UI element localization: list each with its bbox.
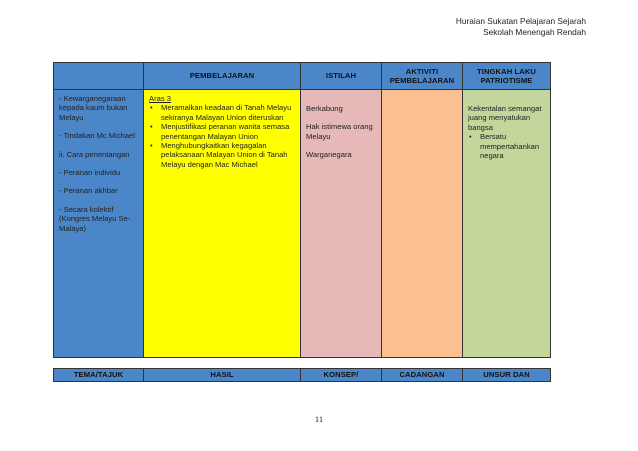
table-row [54, 90, 551, 358]
syllabus-table [53, 62, 551, 358]
patriotism-list [468, 132, 546, 160]
learning-point: • Meramalkan keadaan di Tanah Melayu sekiranya Malayan Union diteruskan [149, 103, 296, 122]
header-cell-topic [54, 63, 144, 90]
topic-list [54, 90, 143, 233]
header-cell-suggestion: CADANGAN [382, 369, 463, 382]
header-cell-learning: PEMBELAJARAN [144, 63, 301, 90]
topic-item: ii. Cara penentangan [59, 149, 130, 159]
header-subtitle: Sekolah Menengah Rendah [483, 27, 586, 37]
terms-list [301, 90, 381, 160]
next-table-header [53, 368, 551, 382]
term-item: Hak istimewa orang Melayu [306, 122, 373, 141]
topic-item: - Secara kolektif (Kongres Melayu Se-Malaya) [59, 204, 131, 233]
topic-item: - Tindakan Mc Michael [59, 131, 135, 141]
learning-point: • Menghubungkaitkan kegagalan pelaksanaan Malayan Union di Tanah Melayu dengan Mac Michael [149, 141, 296, 169]
header-cell-patriotism: TINGKAH LAKU PATRIOTISME [463, 63, 551, 90]
learning-point: • Menjustifikasi peranan wanita semasa penentangan Malayan Union [149, 122, 296, 141]
page-number: 11 [314, 414, 324, 424]
table-header-row [54, 369, 551, 382]
topic-cell [54, 90, 144, 358]
aras-label: Aras 3 [149, 94, 171, 103]
header-cell-activities: AKTIVITI PEMBELAJARAN [382, 63, 463, 90]
header-cell-terms: ISTILAH [301, 63, 382, 90]
learning-list [149, 103, 296, 169]
topic-item: - Kewarganegaraan kepada kaum bukan Melayu [59, 94, 128, 122]
patriotism-cell [463, 90, 551, 358]
topic-item: - Peranan akhbar [59, 186, 118, 196]
header-cell-concept: KONSEP/ [301, 369, 382, 382]
header-cell-result: HASIL [144, 369, 301, 382]
table-header-row [54, 63, 551, 90]
term-item: Warganegara [306, 150, 352, 160]
learning-cell [144, 90, 301, 358]
terms-cell [301, 90, 382, 358]
header-title: Huraian Sukatan Pelajaran Sejarah [455, 16, 586, 26]
term-item: Berkabung [306, 104, 343, 113]
topic-item: - Peranan individu [59, 168, 121, 178]
document-header [456, 16, 586, 38]
activities-cell [382, 90, 463, 358]
header-cell-theme: TEMA/TAJUK [54, 369, 144, 382]
patriotism-intro: Kekentalan semangat juang menyatukan bangsa [468, 104, 542, 132]
header-cell-elements: UNSUR DAN [463, 369, 551, 382]
patriotism-point: • Bersatu mempertahankan negara [468, 132, 546, 160]
activities-text [382, 90, 462, 94]
